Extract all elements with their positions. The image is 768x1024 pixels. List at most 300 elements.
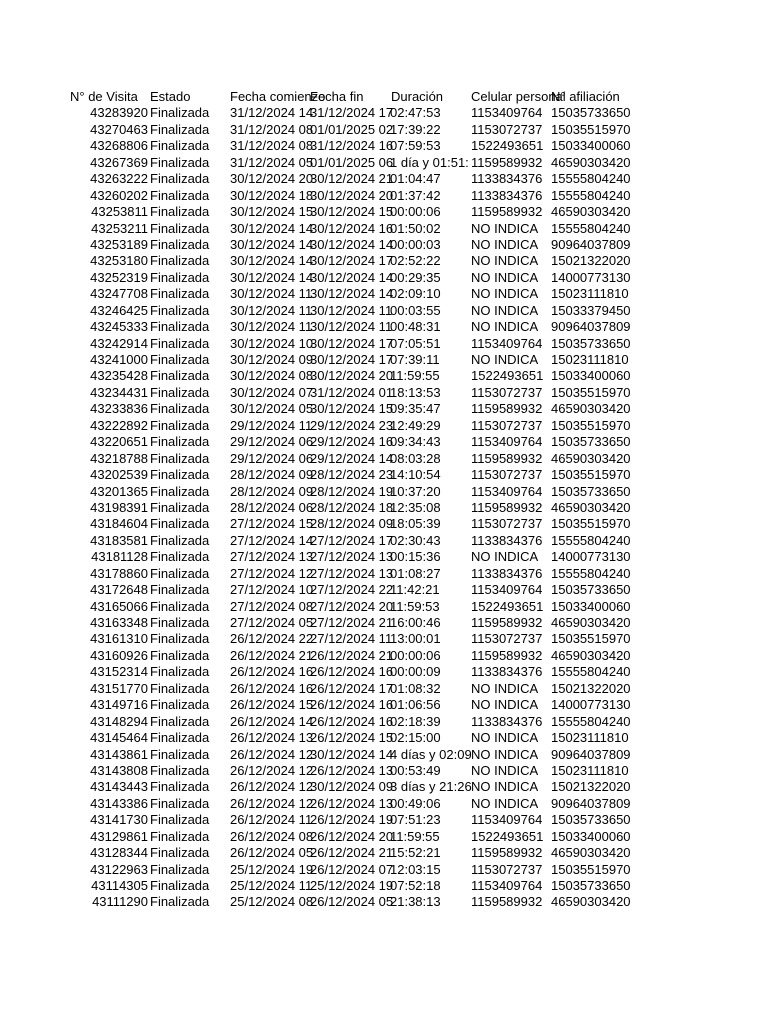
cell-status: Finalizada <box>150 664 210 680</box>
table-row <box>0 862 768 878</box>
cell-visit-number: 43129861 <box>90 828 148 844</box>
cell-duration: 08:03:28 <box>390 450 441 466</box>
cell-visit-number: 43114305 <box>91 878 148 893</box>
cell-duration: 07:05:51 <box>390 335 441 351</box>
cell-start-date: 25/12/2024 19 <box>230 861 314 877</box>
table-row <box>0 845 768 861</box>
cell-end-date: 30/12/2024 11 <box>310 302 393 318</box>
cell-personal-phone: 1159589932 <box>471 154 543 170</box>
cell-start-date: 27/12/2024 15 <box>230 516 314 532</box>
cell-duration: 00:03:55 <box>390 302 441 318</box>
cell-affiliation-number: 15555804240 <box>551 565 631 581</box>
cell-duration: 14:10:54 <box>390 467 441 483</box>
cell-status: Finalizada <box>150 121 210 137</box>
cell-visit-number: 43253211 <box>91 220 148 236</box>
cell-visit-number: 43111290 <box>92 894 148 910</box>
cell-personal-phone: NO INDICA <box>471 319 539 335</box>
cell-affiliation-number: 15023111810 <box>551 286 629 302</box>
cell-personal-phone: 1153409764 <box>471 582 543 598</box>
cell-start-date: 27/12/2024 05 <box>230 615 314 630</box>
table-row <box>0 500 768 516</box>
cell-duration: 00:53:49 <box>390 762 441 778</box>
cell-affiliation-number: 14000773130 <box>551 697 631 713</box>
cell-status: Finalizada <box>150 697 210 713</box>
cell-start-date: 26/12/2024 14 <box>230 713 314 729</box>
cell-end-date: 30/12/2024 16 <box>310 220 394 236</box>
header-visit-number: N° de Visita <box>70 89 138 104</box>
cell-duration: 4 días y 02:09 <box>390 746 472 762</box>
cell-start-date: 26/12/2024 12 <box>230 746 314 762</box>
cell-personal-phone: NO INDICA <box>471 286 539 302</box>
cell-status: Finalizada <box>150 894 210 910</box>
cell-start-date: 26/12/2024 12 <box>230 795 314 811</box>
table-row <box>0 385 768 401</box>
cell-visit-number: 43143386 <box>90 795 148 811</box>
header-personal-phone: Celular personal <box>471 89 566 104</box>
cell-start-date: 26/12/2024 13 <box>230 730 314 746</box>
cell-start-date: 26/12/2024 16 <box>230 680 314 696</box>
cell-affiliation-number: 15033379450 <box>551 302 631 318</box>
cell-visit-number: 43218788 <box>90 450 148 466</box>
cell-duration: 02:15:00 <box>390 730 441 746</box>
cell-end-date: 30/12/2024 14 <box>310 746 394 762</box>
table-row <box>0 763 768 779</box>
cell-start-date: 31/12/2024 14 <box>230 105 314 121</box>
cell-end-date: 27/12/2024 20 <box>310 598 394 614</box>
cell-end-date: 26/12/2024 13 <box>310 762 394 778</box>
table-row <box>0 878 768 894</box>
cell-status: Finalizada <box>150 598 210 614</box>
cell-affiliation-number: 15023111810 <box>551 762 629 778</box>
cell-personal-phone: 1159589932 <box>471 401 543 417</box>
cell-duration: 10:37:20 <box>390 483 441 499</box>
cell-personal-phone: 1153072737 <box>471 631 543 647</box>
table-row <box>0 451 768 467</box>
cell-start-date: 26/12/2024 12 <box>230 779 314 795</box>
cell-end-date: 26/12/2024 05 <box>310 894 394 910</box>
cell-duration: 07:39:11 <box>390 352 440 367</box>
cell-affiliation-number: 15023111810 <box>551 352 629 367</box>
cell-visit-number: 43222892 <box>90 417 148 433</box>
cell-visit-number: 43202539 <box>90 467 148 483</box>
cell-start-date: 26/12/2024 15 <box>230 697 314 713</box>
table-row <box>0 894 768 910</box>
table-row <box>0 812 768 828</box>
cell-start-date: 29/12/2024 11 <box>230 417 313 433</box>
cell-affiliation-number: 15035733650 <box>551 434 631 450</box>
table-row <box>0 401 768 417</box>
cell-visit-number: 43253189 <box>90 236 148 252</box>
cell-status: Finalizada <box>150 286 210 302</box>
cell-personal-phone: 1133834376 <box>471 565 543 581</box>
cell-status: Finalizada <box>150 499 210 515</box>
cell-affiliation-number: 15035515970 <box>551 467 631 483</box>
cell-status: Finalizada <box>150 187 210 203</box>
cell-personal-phone: 1133834376 <box>471 664 543 680</box>
cell-visit-number: 43181128 <box>91 549 148 565</box>
cell-start-date: 26/12/2024 22 <box>230 631 314 647</box>
cell-visit-number: 43184604 <box>90 516 148 532</box>
cell-duration: 00:29:35 <box>390 269 441 285</box>
cell-end-date: 28/12/2024 23 <box>310 467 394 483</box>
cell-end-date: 30/12/2024 09 <box>310 779 394 795</box>
cell-end-date: 27/12/2024 21 <box>310 615 394 630</box>
cell-status: Finalizada <box>150 828 210 844</box>
cell-visit-number: 43253180 <box>90 253 148 269</box>
cell-status: Finalizada <box>150 516 210 532</box>
cell-end-date: 28/12/2024 18 <box>310 499 394 515</box>
cell-end-date: 30/12/2024 17 <box>310 253 394 269</box>
cell-start-date: 29/12/2024 06 <box>230 450 314 466</box>
cell-duration: 11:59:55 <box>390 828 440 844</box>
cell-affiliation-number: 15023111810 <box>551 730 629 746</box>
cell-visit-number: 43247708 <box>90 286 148 302</box>
cell-personal-phone: NO INDICA <box>471 795 539 811</box>
cell-personal-phone: NO INDICA <box>471 779 539 795</box>
table-row <box>0 549 768 565</box>
cell-status: Finalizada <box>150 467 210 483</box>
cell-status: Finalizada <box>150 812 210 828</box>
cell-affiliation-number: 15555804240 <box>551 171 631 187</box>
table-row <box>0 188 768 204</box>
cell-personal-phone: 1133834376 <box>471 187 543 203</box>
cell-personal-phone: 1153409764 <box>471 483 543 499</box>
cell-visit-number: 43149716 <box>90 697 148 713</box>
cell-personal-phone: 1153409764 <box>471 335 543 351</box>
cell-end-date: 26/12/2024 21 <box>310 845 394 861</box>
cell-status: Finalizada <box>150 631 210 647</box>
cell-personal-phone: NO INDICA <box>471 730 539 746</box>
cell-personal-phone: 1133834376 <box>471 171 543 187</box>
cell-end-date: 27/12/2024 17 <box>310 532 394 548</box>
cell-status: Finalizada <box>150 335 210 351</box>
table-row <box>0 237 768 253</box>
cell-end-date: 26/12/2024 16 <box>310 664 394 680</box>
table-row <box>0 648 768 664</box>
cell-affiliation-number: 15035733650 <box>551 812 631 828</box>
cell-personal-phone: 1159589932 <box>471 894 543 910</box>
cell-end-date: 29/12/2024 14 <box>310 450 394 466</box>
cell-start-date: 26/12/2024 16 <box>230 664 314 680</box>
cell-status: Finalizada <box>150 532 210 548</box>
cell-visit-number: 43141730 <box>90 812 148 828</box>
cell-duration: 01:06:56 <box>390 697 441 713</box>
table-row <box>0 796 768 812</box>
cell-personal-phone: 1522493651 <box>471 828 544 844</box>
cell-duration: 16:00:46 <box>390 615 441 630</box>
cell-affiliation-number: 14000773130 <box>551 549 631 565</box>
cell-affiliation-number: 90964037809 <box>551 795 631 811</box>
table-row <box>0 434 768 450</box>
cell-status: Finalizada <box>150 647 210 663</box>
cell-status: Finalizada <box>150 384 210 400</box>
cell-personal-phone: 1153072737 <box>471 467 543 483</box>
cell-duration: 18:05:39 <box>390 516 441 532</box>
cell-affiliation-number: 15555804240 <box>551 187 631 203</box>
table-row <box>0 714 768 730</box>
cell-visit-number: 43160926 <box>90 647 148 663</box>
cell-visit-number: 43161310 <box>90 631 148 647</box>
cell-personal-phone: 1153072737 <box>471 384 543 400</box>
spreadsheet <box>0 89 768 911</box>
cell-status: Finalizada <box>150 450 210 466</box>
cell-affiliation-number: 90964037809 <box>551 319 631 335</box>
cell-affiliation-number: 15021322020 <box>551 779 631 795</box>
cell-personal-phone: NO INDICA <box>471 680 539 696</box>
cell-status: Finalizada <box>150 878 210 893</box>
cell-personal-phone: 1159589932 <box>471 450 543 466</box>
cell-visit-number: 43246425 <box>90 302 148 318</box>
cell-visit-number: 43270463 <box>90 121 148 137</box>
cell-duration: 12:03:15 <box>390 861 441 877</box>
table-row <box>0 582 768 598</box>
cell-end-date: 26/12/2024 07 <box>310 861 394 877</box>
table-row <box>0 303 768 319</box>
table-row <box>0 352 768 368</box>
cell-end-date: 30/12/2024 14 <box>310 269 394 285</box>
cell-visit-number: 43178860 <box>90 565 148 581</box>
cell-start-date: 30/12/2024 07 <box>230 384 314 400</box>
cell-visit-number: 43283920 <box>90 105 148 121</box>
cell-end-date: 27/12/2024 13 <box>310 549 394 565</box>
cell-personal-phone: 1153072737 <box>471 417 543 433</box>
cell-personal-phone: 1153409764 <box>471 878 543 893</box>
cell-affiliation-number: 15033400060 <box>551 138 631 154</box>
cell-affiliation-number: 15555804240 <box>551 220 631 236</box>
cell-visit-number: 43122963 <box>90 861 148 877</box>
cell-start-date: 30/12/2024 14 <box>230 269 314 285</box>
cell-status: Finalizada <box>150 483 210 499</box>
cell-status: Finalizada <box>150 582 210 598</box>
cell-personal-phone: NO INDICA <box>471 302 539 318</box>
cell-end-date: 31/12/2024 16 <box>310 138 394 154</box>
cell-affiliation-number: 15021322020 <box>551 253 631 269</box>
cell-personal-phone: 1159589932 <box>471 647 543 663</box>
cell-duration: 1 día y 01:51: <box>390 154 469 170</box>
cell-end-date: 27/12/2024 22 <box>310 582 394 598</box>
cell-visit-number: 43201365 <box>90 483 148 499</box>
cell-status: Finalizada <box>150 434 210 450</box>
cell-affiliation-number: 15035515970 <box>551 861 631 877</box>
cell-affiliation-number: 46590303420 <box>551 154 631 170</box>
cell-duration: 00:49:06 <box>390 795 441 811</box>
cell-visit-number: 43183581 <box>90 532 148 548</box>
cell-start-date: 30/12/2024 20 <box>230 171 314 187</box>
cell-start-date: 30/12/2024 05 <box>230 401 314 417</box>
cell-duration: 09:35:47 <box>390 401 441 417</box>
cell-start-date: 27/12/2024 12 <box>230 565 314 581</box>
table-row <box>0 253 768 269</box>
cell-affiliation-number: 90964037809 <box>551 746 631 762</box>
cell-end-date: 30/12/2024 15 <box>310 204 394 220</box>
cell-visit-number: 43143443 <box>90 779 148 795</box>
cell-end-date: 29/12/2024 16 <box>310 434 394 450</box>
cell-duration: 00:15:36 <box>390 549 441 565</box>
cell-affiliation-number: 15035733650 <box>551 878 631 893</box>
cell-personal-phone: 1133834376 <box>471 532 543 548</box>
cell-end-date: 31/12/2024 17 <box>310 105 394 121</box>
cell-personal-phone: NO INDICA <box>471 220 539 236</box>
cell-duration: 17:39:22 <box>390 121 441 137</box>
table-body <box>0 105 768 910</box>
cell-start-date: 26/12/2024 05 <box>230 845 314 861</box>
cell-status: Finalizada <box>150 861 210 877</box>
cell-status: Finalizada <box>150 680 210 696</box>
cell-end-date: 30/12/2024 14 <box>310 236 394 252</box>
cell-status: Finalizada <box>150 779 210 795</box>
cell-end-date: 26/12/2024 21 <box>310 647 394 663</box>
cell-duration: 11:59:55 <box>390 368 440 384</box>
cell-visit-number: 43198391 <box>90 499 148 515</box>
cell-end-date: 30/12/2024 20 <box>310 187 394 203</box>
cell-duration: 18:13:53 <box>390 384 441 400</box>
cell-duration: 02:09:10 <box>390 286 441 302</box>
cell-personal-phone: NO INDICA <box>471 746 539 762</box>
cell-duration: 00:00:06 <box>390 647 441 663</box>
cell-duration: 02:52:22 <box>390 253 441 269</box>
cell-end-date: 28/12/2024 19 <box>310 483 394 499</box>
cell-start-date: 30/12/2024 11 <box>230 319 313 335</box>
cell-personal-phone: 1159589932 <box>471 845 543 861</box>
cell-personal-phone: 1133834376 <box>471 713 543 729</box>
cell-end-date: 30/12/2024 20 <box>310 368 394 384</box>
table-row <box>0 566 768 582</box>
cell-start-date: 30/12/2024 18 <box>230 187 314 203</box>
cell-affiliation-number: 14000773130 <box>551 269 631 285</box>
header-end-date: Fecha fin <box>310 89 364 104</box>
cell-start-date: 27/12/2024 13 <box>230 549 314 565</box>
cell-affiliation-number: 15035515970 <box>551 384 631 400</box>
cell-visit-number: 43242914 <box>90 335 148 351</box>
cell-affiliation-number: 15033400060 <box>551 828 631 844</box>
cell-start-date: 25/12/2024 08 <box>230 894 314 910</box>
cell-status: Finalizada <box>150 565 210 581</box>
table-row <box>0 138 768 154</box>
cell-duration: 07:52:18 <box>390 878 441 893</box>
cell-start-date: 26/12/2024 12 <box>230 762 314 778</box>
cell-affiliation-number: 15035515970 <box>551 631 631 647</box>
cell-affiliation-number: 46590303420 <box>551 401 631 417</box>
table-row <box>0 730 768 746</box>
cell-start-date: 26/12/2024 11 <box>230 812 313 828</box>
cell-start-date: 28/12/2024 09 <box>230 483 314 499</box>
table-row <box>0 747 768 763</box>
table-row <box>0 681 768 697</box>
cell-start-date: 28/12/2024 06 <box>230 499 314 515</box>
cell-status: Finalizada <box>150 762 210 778</box>
cell-personal-phone: 1153409764 <box>471 105 543 121</box>
cell-affiliation-number: 15035515970 <box>551 516 631 532</box>
cell-end-date: 26/12/2024 19 <box>310 812 394 828</box>
cell-affiliation-number: 46590303420 <box>551 894 631 910</box>
table-row <box>0 829 768 845</box>
cell-visit-number: 43233836 <box>90 401 148 417</box>
cell-affiliation-number: 15035733650 <box>551 582 631 598</box>
cell-end-date: 26/12/2024 17 <box>310 680 394 696</box>
cell-affiliation-number: 15033400060 <box>551 598 631 614</box>
cell-start-date: 30/12/2024 11 <box>230 286 313 302</box>
cell-visit-number: 43234431 <box>90 384 148 400</box>
cell-status: Finalizada <box>150 417 210 433</box>
table-row <box>0 664 768 680</box>
cell-personal-phone: NO INDICA <box>471 253 539 269</box>
cell-affiliation-number: 15035515970 <box>551 121 631 137</box>
table-row <box>0 105 768 121</box>
cell-affiliation-number: 46590303420 <box>551 615 631 630</box>
cell-duration: 02:30:43 <box>390 532 441 548</box>
cell-affiliation-number: 15035733650 <box>551 105 631 121</box>
cell-end-date: 28/12/2024 09 <box>310 516 394 532</box>
cell-start-date: 30/12/2024 11 <box>230 302 313 318</box>
table-row <box>0 779 768 795</box>
cell-start-date: 27/12/2024 08 <box>230 598 314 614</box>
cell-visit-number: 43260202 <box>90 187 148 203</box>
cell-status: Finalizada <box>150 352 210 367</box>
cell-duration: 11:59:53 <box>390 598 440 614</box>
cell-personal-phone: 1522493651 <box>471 598 544 614</box>
cell-status: Finalizada <box>150 171 210 187</box>
table-row <box>0 270 768 286</box>
cell-visit-number: 43245333 <box>90 319 148 335</box>
cell-visit-number: 43152314 <box>90 664 148 680</box>
cell-duration: 01:08:27 <box>390 565 441 581</box>
cell-start-date: 27/12/2024 14 <box>230 532 314 548</box>
cell-affiliation-number: 15555804240 <box>551 713 631 729</box>
cell-visit-number: 43163348 <box>90 615 148 630</box>
cell-personal-phone: NO INDICA <box>471 549 539 565</box>
cell-status: Finalizada <box>150 204 210 220</box>
cell-affiliation-number: 15035733650 <box>551 483 631 499</box>
table-row <box>0 319 768 335</box>
cell-visit-number: 43263222 <box>90 171 148 187</box>
cell-status: Finalizada <box>150 845 210 861</box>
cell-status: Finalizada <box>150 220 210 236</box>
table-row <box>0 171 768 187</box>
cell-affiliation-number: 90964037809 <box>551 236 631 252</box>
cell-personal-phone: 1153072737 <box>471 121 543 137</box>
cell-status: Finalizada <box>150 713 210 729</box>
table-row <box>0 631 768 647</box>
cell-status: Finalizada <box>150 105 210 121</box>
cell-status: Finalizada <box>150 795 210 811</box>
cell-start-date: 31/12/2024 08 <box>230 138 314 154</box>
cell-affiliation-number: 15035515970 <box>551 417 631 433</box>
cell-end-date: 26/12/2024 15 <box>310 730 394 746</box>
cell-duration: 15:52:21 <box>390 845 441 861</box>
cell-duration: 21:38:13 <box>390 894 441 910</box>
cell-end-date: 30/12/2024 14 <box>310 286 394 302</box>
table-row <box>0 615 768 631</box>
cell-visit-number: 43172648 <box>90 582 148 598</box>
cell-status: Finalizada <box>150 368 210 384</box>
cell-affiliation-number: 46590303420 <box>551 647 631 663</box>
cell-end-date: 30/12/2024 17 <box>310 335 394 351</box>
table-row <box>0 697 768 713</box>
cell-affiliation-number: 15555804240 <box>551 532 631 548</box>
table-row <box>0 221 768 237</box>
cell-visit-number: 43145464 <box>90 730 148 746</box>
cell-end-date: 26/12/2024 20 <box>310 828 394 844</box>
cell-duration: 02:18:39 <box>390 713 441 729</box>
cell-personal-phone: NO INDICA <box>471 762 539 778</box>
cell-personal-phone: 1153409764 <box>471 812 543 828</box>
cell-end-date: 30/12/2024 11 <box>310 319 393 335</box>
cell-visit-number: 43253811 <box>91 204 148 220</box>
cell-start-date: 30/12/2024 10 <box>230 335 314 351</box>
cell-status: Finalizada <box>150 269 210 285</box>
cell-duration: 3 días y 21:26 <box>390 779 472 795</box>
cell-visit-number: 43241000 <box>90 352 148 367</box>
